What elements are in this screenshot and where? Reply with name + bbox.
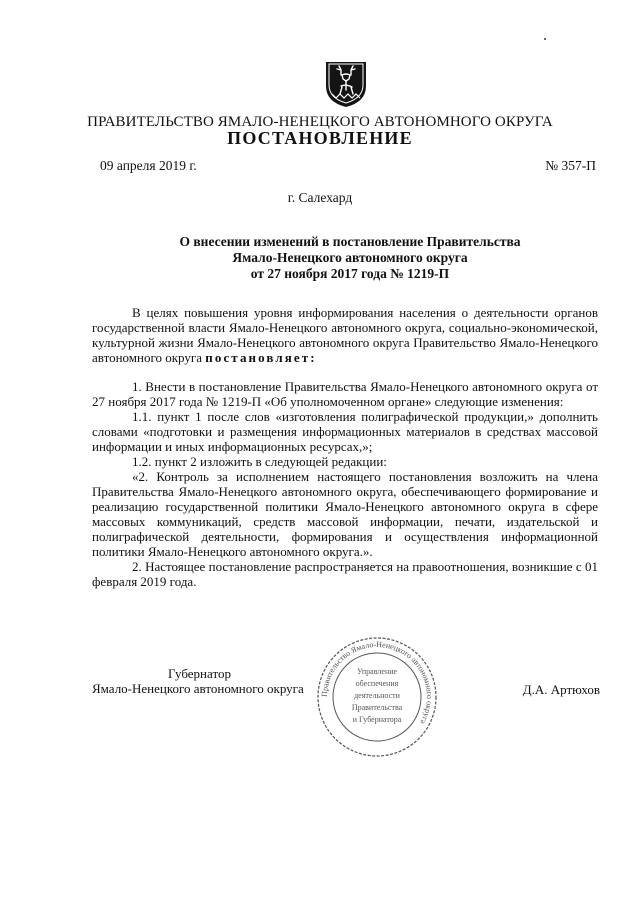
coat-of-arms-icon (324, 60, 368, 108)
clause-1: 1. Внести в постановление Правительства Ямало-Ненецкого автономного округа от 27 ноября 2017 года № 1219-П «Об уполномоченном органе» следующие изменения: (92, 379, 598, 409)
document-date: 09 апреля 2019 г. (100, 158, 197, 173)
clause-1-1: 1.1. пункт 1 после слов «изготовления полиграфической продукции,» дополнить словами «подготовки и размещения информационных материалов в средствах массовой информации и иных информационных ресурсах,»; (92, 409, 598, 454)
seal-line: деятельности (354, 691, 400, 700)
document-body (92, 305, 598, 589)
document-city: г. Салехард (287, 190, 353, 205)
government-name: ПРАВИТЕЛЬСТВО ЯМАЛО-НЕНЕЦКОГО АВТОНОМНОГО ОКРУГА (87, 114, 553, 130)
signatory-name: Д.А. Артюхов (522, 682, 600, 697)
signatory-position (92, 666, 304, 696)
seal-ring-text: Правительство Ямало-Ненецкого автономного округа (319, 639, 435, 726)
preamble-paragraph (92, 305, 598, 365)
document-type: ПОСТАНОВЛЕНИЕ (227, 128, 413, 148)
seal-line: обеспечения (355, 679, 399, 688)
preamble-text: В целях повышения уровня информирования населения о деятельности органов государственной власти Ямало-Ненецкого автономного округа, социально-экономической, культурной жизни Ямало-Ненецкого автономного округа Правительство Ямало-Ненецкого автономного округа (92, 305, 598, 365)
title-line: Ямало-Ненецкого автономного округа (232, 250, 468, 265)
svg-text:Правительство Ямало-Ненецкого (320, 640, 434, 726)
signatory-region: Ямало-Ненецкого автономного округа (92, 681, 304, 696)
seal-line: и Губернатора (352, 715, 402, 724)
seal-line: Управление (356, 667, 398, 676)
clause-1-2: 1.2. пункт 2 изложить в следующей редакции: (132, 454, 387, 469)
document-title (100, 234, 600, 282)
official-seal-icon (316, 636, 438, 758)
clause-1-2-text: «2. Контроль за исполнением настоящего постановления возложить на члена Правительства Ямало-Ненецкого автономного округа, обеспечивающего формирование и реализацию государственной политики Ямало-Ненецкого автономного округа в сфере массовых коммуникаций, средств массовой информации, печати, издательской и полиграфической деятельности, формирования и осуществления информационной политики Ямало-Ненецкого автономного округа.». (92, 469, 598, 559)
signatory-title: Губернатор (168, 666, 231, 681)
title-line: от 27 ноября 2017 года № 1219-П (250, 266, 450, 281)
seal-line: Правительства (351, 703, 403, 712)
document-number: № 357-П (545, 158, 596, 173)
title-line: О внесении изменений в постановление Правительства (179, 234, 521, 249)
clause-2: 2. Настоящее постановление распространяется на правоотношения, возникшие с 01 февраля 2019 года. (92, 559, 598, 589)
scan-speck (544, 38, 546, 40)
resolves-word: постановляет: (205, 350, 317, 365)
